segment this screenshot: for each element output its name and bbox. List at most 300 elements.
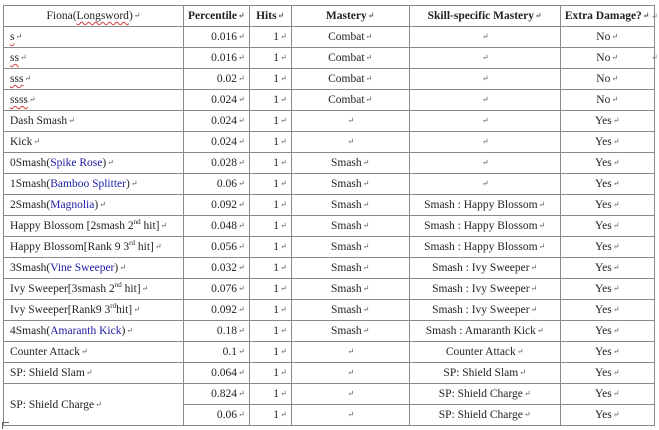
- skill-name-text: Ivy Sweeper[Rank9 3: [10, 304, 111, 316]
- table-row: [4, 258, 655, 279]
- table-row: [4, 27, 655, 48]
- cell-end-mark: ↵: [279, 32, 287, 41]
- cell-mastery[interactable]: [291, 384, 409, 405]
- cell-extra-damage[interactable]: [560, 195, 654, 216]
- cell-extra-damage[interactable]: [560, 384, 654, 405]
- cell-mastery[interactable]: [291, 48, 409, 69]
- cell-hits-text: 1: [273, 199, 279, 211]
- cell-end-mark: ↵: [612, 179, 620, 188]
- cell-percentile[interactable]: [184, 174, 250, 195]
- cell-hits[interactable]: [249, 258, 291, 279]
- cell-hits-text: 1: [273, 346, 279, 358]
- cell-end-mark: ↵: [481, 95, 489, 104]
- cell-percentile[interactable]: [184, 111, 250, 132]
- cell-extra-damage-text: Yes: [594, 409, 612, 421]
- cell-skill-mastery[interactable]: [409, 216, 560, 237]
- document-page: [3, 5, 658, 426]
- cell-end-mark: ↵: [237, 116, 245, 125]
- cell-end-mark: ↵: [279, 326, 287, 335]
- cell-hits-text: 1: [273, 262, 279, 274]
- cell-skill-name[interactable]: [4, 321, 184, 342]
- table-body: [4, 27, 658, 426]
- skill-name-text: Happy Blossom[Rank 9 3: [10, 241, 130, 253]
- cell-skill-mastery-text: SP: Shield Charge: [438, 388, 523, 400]
- table-row: [4, 69, 655, 90]
- cell-end-mark: ↵: [277, 11, 285, 20]
- cell-mastery[interactable]: [291, 111, 409, 132]
- skill-name-text: 4Smash(: [10, 325, 51, 337]
- cell-skill-mastery[interactable]: [409, 153, 560, 174]
- cell-end-mark: ↵: [365, 74, 373, 83]
- cell-end-mark: ↵: [237, 242, 245, 251]
- skill-name-text: s: [10, 31, 15, 43]
- skill-name-tail: hit]: [121, 283, 141, 295]
- cell-percentile[interactable]: [184, 48, 250, 69]
- cell-end-mark: ↵: [279, 179, 287, 188]
- cell-skill-mastery[interactable]: [409, 279, 560, 300]
- cell-end-mark: ↵: [237, 158, 245, 167]
- cell-hits[interactable]: [249, 69, 291, 90]
- cell-extra-damage-text: Yes: [594, 136, 612, 148]
- cell-hits[interactable]: [249, 405, 291, 426]
- cell-end-mark: ↵: [279, 158, 287, 167]
- cell-end-mark: ↵: [279, 74, 287, 83]
- cell-end-mark: ↵: [347, 347, 355, 356]
- cell-end-mark: ↵: [154, 242, 162, 251]
- cell-hits-text: 1: [273, 115, 279, 127]
- cell-hits-text: 1: [273, 52, 279, 64]
- cell-end-mark: ↵: [642, 11, 650, 20]
- cell-extra-damage[interactable]: [560, 27, 654, 48]
- cell-percentile-text: 0.016: [211, 52, 237, 64]
- cell-hits[interactable]: [249, 174, 291, 195]
- cell-skill-mastery[interactable]: [409, 321, 560, 342]
- cell-end-mark: ↵: [481, 179, 489, 188]
- cell-end-mark: ↵: [612, 347, 620, 356]
- cell-mastery[interactable]: [291, 153, 409, 174]
- cell-end-mark: ↵: [237, 137, 245, 146]
- cell-hits-text: 1: [273, 220, 279, 232]
- cell-end-mark: ↵: [362, 263, 370, 272]
- cell-percentile[interactable]: [184, 279, 250, 300]
- cell-skill-name[interactable]: [4, 363, 184, 384]
- cell-extra-damage[interactable]: [560, 300, 654, 321]
- cell-end-mark: ↵: [612, 158, 620, 167]
- cell-percentile[interactable]: [184, 69, 250, 90]
- cell-hits-text: 1: [273, 325, 279, 337]
- cell-skill-mastery[interactable]: [409, 111, 560, 132]
- cell-end-mark: ↵: [279, 116, 287, 125]
- cell-skill-mastery-text: Smash : Happy Blossom: [424, 199, 538, 211]
- cell-hits[interactable]: [249, 321, 291, 342]
- cell-extra-damage[interactable]: [560, 90, 654, 111]
- cell-extra-damage-text: Yes: [594, 325, 612, 337]
- cell-end-mark: ↵: [365, 32, 373, 41]
- cell-end-mark: ↵: [523, 410, 531, 419]
- cell-end-mark: ↵: [99, 200, 106, 209]
- skill-name-link: Spike Rose: [50, 157, 103, 169]
- cell-mastery[interactable]: [291, 174, 409, 195]
- cell-extra-damage[interactable]: [560, 405, 654, 426]
- cell-percentile[interactable]: [184, 132, 250, 153]
- cell-mastery[interactable]: [291, 69, 409, 90]
- fiona-skill-table: [3, 5, 658, 426]
- cell-skill-name[interactable]: [4, 48, 184, 69]
- header-percentile[interactable]: Percentile↵: [184, 6, 250, 27]
- cell-end-mark: ↵: [347, 410, 355, 419]
- cell-end-mark: ↵: [611, 53, 619, 62]
- cell-percentile-text: 0.032: [211, 262, 237, 274]
- cell-hits-text: 1: [273, 388, 279, 400]
- cell-skill-name[interactable]: [4, 174, 184, 195]
- cell-end-mark: ↵: [367, 11, 375, 20]
- cell-mastery[interactable]: [291, 237, 409, 258]
- cell-end-mark: ↵: [237, 11, 245, 20]
- skill-name-text: Ivy Sweeper[3smash 2: [10, 283, 115, 295]
- cell-end-mark: ↵: [130, 179, 138, 188]
- cell-skill-name[interactable]: [4, 195, 184, 216]
- cell-end-mark: ↵: [237, 410, 245, 419]
- header-skill-mastery[interactable]: Skill-specific Mastery↵: [409, 6, 560, 27]
- cell-end-mark: ↵: [612, 305, 620, 314]
- cell-percentile-text: 0.064: [211, 367, 237, 379]
- cell-percentile-text: 0.028: [211, 157, 237, 169]
- skill-name-text: Dash Smash: [10, 115, 68, 127]
- cell-skill-mastery[interactable]: [409, 342, 560, 363]
- cell-end-mark: ↵: [279, 242, 287, 251]
- cell-skill-mastery[interactable]: [409, 384, 560, 405]
- cell-skill-mastery[interactable]: [409, 237, 560, 258]
- cell-skill-mastery[interactable]: [409, 69, 560, 90]
- cell-mastery-text: Combat: [328, 94, 365, 106]
- skill-name-text: Kick: [10, 136, 33, 148]
- cell-skill-name[interactable]: [4, 132, 184, 153]
- cell-end-mark: ↵: [33, 137, 41, 146]
- cell-end-mark: ↵: [362, 179, 370, 188]
- cell-skill-name[interactable]: [4, 111, 184, 132]
- cell-end-mark: ↵: [237, 326, 245, 335]
- skill-name-tail: ): [114, 262, 119, 274]
- cell-end-mark: ↵: [611, 32, 619, 41]
- skill-name-text: 2Smash(: [10, 199, 51, 211]
- table-row: [4, 279, 655, 300]
- cell-percentile[interactable]: [184, 27, 250, 48]
- cell-extra-damage-text: No: [596, 73, 611, 85]
- cell-mastery-text: Smash: [330, 220, 362, 232]
- cell-skill-mastery-text: SP: Shield Charge: [438, 409, 523, 421]
- cell-skill-mastery-text: Smash : Ivy Sweeper: [432, 304, 530, 316]
- cell-hits[interactable]: [249, 342, 291, 363]
- cell-end-mark: ↵: [538, 221, 546, 230]
- cell-end-mark: ↵: [237, 368, 245, 377]
- cell-hits-text: 1: [273, 157, 279, 169]
- cell-end-mark: ↵: [612, 242, 620, 251]
- cell-hits-text: 1: [273, 31, 279, 43]
- cell-mastery[interactable]: [291, 90, 409, 111]
- cell-mastery[interactable]: [291, 258, 409, 279]
- cell-end-mark: ↵: [365, 95, 373, 104]
- header-hits[interactable]: Hits↵: [249, 6, 291, 27]
- skill-name-text: SP: Shield Charge: [10, 398, 95, 411]
- cell-end-mark: ↵: [347, 389, 355, 398]
- header-extra-damage[interactable]: Extra Damage?↵: [560, 6, 654, 27]
- cell-mastery-text: Smash: [330, 262, 362, 274]
- cell-end-mark: ↵: [538, 200, 546, 209]
- cell-end-mark: ↵: [362, 326, 370, 335]
- cell-hits-text: 1: [273, 94, 279, 106]
- cell-percentile-text: 0.18: [216, 325, 237, 337]
- table-row: [4, 342, 655, 363]
- cell-end-mark: ↵: [133, 305, 140, 314]
- cell-hits[interactable]: [249, 300, 291, 321]
- header-row: [4, 6, 655, 27]
- cell-end-mark: ↵: [481, 116, 489, 125]
- cell-skill-mastery[interactable]: [409, 405, 560, 426]
- cell-end-mark: ↵: [347, 137, 355, 146]
- cell-extra-damage[interactable]: [560, 216, 654, 237]
- cell-mastery[interactable]: [291, 195, 409, 216]
- cell-skill-mastery[interactable]: [409, 258, 560, 279]
- cell-skill-mastery[interactable]: [409, 27, 560, 48]
- cell-skill-mastery-text: Counter Attack: [445, 346, 516, 358]
- cell-skill-name[interactable]: [4, 153, 184, 174]
- table-row: [4, 384, 655, 405]
- cell-end-mark: ↵: [237, 284, 245, 293]
- cell-end-mark: ↵: [237, 305, 245, 314]
- cell-end-mark: ↵: [347, 116, 355, 125]
- cell-hits[interactable]: [249, 132, 291, 153]
- cell-percentile[interactable]: [184, 384, 250, 405]
- cell-end-mark: ↵: [119, 263, 126, 272]
- cell-mastery-text: Combat: [328, 52, 365, 64]
- cell-end-mark: ↵: [362, 200, 370, 209]
- skill-name-tail: ): [94, 199, 99, 211]
- cell-hits[interactable]: [249, 48, 291, 69]
- cell-percentile[interactable]: [184, 342, 250, 363]
- cell-percentile[interactable]: [184, 405, 250, 426]
- cell-end-mark: ↵: [80, 347, 88, 356]
- cell-end-mark: ↵: [126, 326, 134, 335]
- skill-name-link: Bamboo Splitter: [50, 178, 126, 190]
- cell-extra-damage[interactable]: [560, 153, 654, 174]
- cell-percentile-text: 0.02: [216, 73, 237, 85]
- cell-extra-damage-text: Yes: [594, 199, 612, 211]
- cell-percentile[interactable]: [184, 363, 250, 384]
- cell-end-mark: ↵: [530, 263, 538, 272]
- cell-end-mark: ↵: [141, 284, 149, 293]
- cell-end-mark: ↵: [28, 95, 36, 104]
- cell-skill-mastery[interactable]: [409, 195, 560, 216]
- cell-end-mark: ↵: [612, 137, 620, 146]
- skill-name-text: SP: Shield Slam: [10, 367, 85, 379]
- cell-extra-damage[interactable]: [560, 321, 654, 342]
- cell-extra-damage[interactable]: [560, 132, 654, 153]
- cell-skill-name[interactable]: [4, 69, 184, 90]
- skill-name-text: Counter Attack: [10, 346, 80, 358]
- cell-end-mark: ↵: [535, 11, 542, 20]
- cell-end-mark: ↵: [237, 200, 245, 209]
- cell-percentile[interactable]: [184, 321, 250, 342]
- cell-percentile-text: 0.076: [211, 283, 237, 295]
- cell-end-mark: ↵: [279, 221, 287, 230]
- cell-skill-mastery-text: Smash : Ivy Sweeper: [432, 262, 530, 274]
- skill-name-text: Happy Blossom [2smash 2: [10, 220, 134, 232]
- row-end-mark: ↵: [651, 53, 658, 62]
- cell-end-mark: ↵: [95, 399, 102, 409]
- cell-mastery[interactable]: [291, 132, 409, 153]
- cell-skill-mastery[interactable]: [409, 132, 560, 153]
- cell-mastery[interactable]: [291, 363, 409, 384]
- skill-name-tail: ): [121, 325, 126, 337]
- cell-end-mark: ↵: [481, 53, 489, 62]
- skill-name-text: sss: [10, 73, 24, 85]
- cell-hits-text: 1: [273, 178, 279, 190]
- cell-hits-text: 1: [273, 283, 279, 295]
- table-row: [4, 174, 655, 195]
- cell-mastery[interactable]: [291, 279, 409, 300]
- cell-hits[interactable]: [249, 216, 291, 237]
- cell-skill-name[interactable]: [4, 216, 184, 237]
- cell-extra-damage[interactable]: [560, 48, 654, 69]
- cell-end-mark: ↵: [133, 11, 141, 20]
- cell-mastery-text: Smash: [330, 283, 362, 295]
- cell-mastery[interactable]: [291, 321, 409, 342]
- cell-end-mark: ↵: [279, 389, 287, 398]
- cell-mastery-text: Smash: [330, 241, 362, 253]
- cell-skill-name[interactable]: [4, 300, 184, 321]
- cell-hits-text: 1: [273, 367, 279, 379]
- cell-skill-name[interactable]: [4, 90, 184, 111]
- cell-percentile-text: 0.024: [211, 94, 237, 106]
- cell-percentile-text: 0.024: [211, 115, 237, 127]
- cell-end-mark: ↵: [279, 347, 287, 356]
- cell-end-mark: ↵: [279, 410, 287, 419]
- cell-hits[interactable]: [249, 279, 291, 300]
- cell-end-mark: ↵: [279, 368, 287, 377]
- cell-extra-damage[interactable]: [560, 342, 654, 363]
- cell-hits[interactable]: [249, 237, 291, 258]
- cell-end-mark: ↵: [237, 263, 245, 272]
- cell-end-mark: ↵: [362, 242, 370, 251]
- margin-corner-mark: [2, 422, 9, 429]
- ordinal-suffix: rd: [110, 302, 117, 311]
- cell-skill-mastery-text: Smash : Happy Blossom: [424, 241, 538, 253]
- cell-percentile[interactable]: [184, 237, 250, 258]
- ordinal-suffix: rd: [129, 239, 135, 248]
- cell-mastery[interactable]: [291, 300, 409, 321]
- skill-name-link: Vine Sweeper: [50, 262, 115, 274]
- cell-end-mark: ↵: [160, 221, 168, 230]
- cell-mastery[interactable]: [291, 216, 409, 237]
- cell-end-mark: ↵: [237, 74, 245, 83]
- cell-end-mark: ↵: [523, 389, 531, 398]
- cell-mastery-text: Smash: [330, 325, 362, 337]
- table-row: [4, 321, 655, 342]
- cell-hits[interactable]: [249, 27, 291, 48]
- cell-percentile[interactable]: [184, 90, 250, 111]
- row-end-mark: ↵: [651, 12, 658, 21]
- cell-extra-damage-text: Yes: [594, 346, 612, 358]
- cell-percentile[interactable]: [184, 153, 250, 174]
- cell-skill-mastery[interactable]: [409, 48, 560, 69]
- cell-skill-mastery[interactable]: [409, 90, 560, 111]
- cell-extra-damage[interactable]: [560, 111, 654, 132]
- cell-end-mark: ↵: [612, 368, 620, 377]
- skill-name-text: ss: [10, 52, 19, 64]
- cell-end-mark: ↵: [85, 368, 93, 377]
- cell-end-mark: ↵: [481, 137, 489, 146]
- cell-percentile[interactable]: [184, 258, 250, 279]
- cell-extra-damage-text: No: [596, 31, 611, 43]
- cell-extra-damage[interactable]: [560, 279, 654, 300]
- cell-extra-damage-text: No: [596, 52, 611, 64]
- cell-percentile-text: 0.048: [211, 220, 237, 232]
- cell-hits[interactable]: [249, 90, 291, 111]
- skill-name-tail: hit]: [140, 220, 160, 232]
- cell-end-mark: ↵: [237, 32, 245, 41]
- cell-end-mark: ↵: [530, 284, 538, 293]
- table-row: [4, 363, 655, 384]
- cell-extra-damage[interactable]: [560, 69, 654, 90]
- cell-mastery[interactable]: [291, 27, 409, 48]
- header-mastery[interactable]: Mastery↵: [291, 6, 409, 27]
- cell-skill-mastery[interactable]: [409, 300, 560, 321]
- cell-skill-name[interactable]: [4, 258, 184, 279]
- cell-hits[interactable]: [249, 363, 291, 384]
- cell-hits[interactable]: [249, 111, 291, 132]
- cell-extra-damage[interactable]: [560, 174, 654, 195]
- cell-skill-name[interactable]: [4, 279, 184, 300]
- cell-extra-damage-text: Yes: [594, 388, 612, 400]
- cell-end-mark: ↵: [24, 74, 32, 83]
- cell-mastery[interactable]: [291, 342, 409, 363]
- cell-mastery[interactable]: [291, 405, 409, 426]
- cell-skill-mastery[interactable]: [409, 174, 560, 195]
- cell-end-mark: ↵: [237, 347, 245, 356]
- table-row: [4, 216, 655, 237]
- cell-percentile[interactable]: [184, 300, 250, 321]
- cell-percentile-text: 0.056: [211, 241, 237, 253]
- cell-extra-damage[interactable]: [560, 258, 654, 279]
- cell-end-mark: ↵: [612, 326, 620, 335]
- cell-extra-damage[interactable]: [560, 363, 654, 384]
- cell-end-mark: ↵: [530, 305, 538, 314]
- cell-mastery-text: Smash: [330, 199, 362, 211]
- cell-percentile[interactable]: [184, 216, 250, 237]
- header-name[interactable]: Fiona(Longsword)↵: [4, 6, 184, 27]
- cell-end-mark: ↵: [612, 116, 620, 125]
- cell-end-mark: ↵: [612, 200, 620, 209]
- cell-end-mark: ↵: [107, 158, 114, 167]
- cell-skill-name[interactable]: [4, 342, 184, 363]
- cell-extra-damage[interactable]: [560, 237, 654, 258]
- cell-hits-text: 1: [273, 136, 279, 148]
- cell-extra-damage-text: Yes: [594, 178, 612, 190]
- cell-end-mark: ↵: [279, 263, 287, 272]
- cell-hits[interactable]: [249, 153, 291, 174]
- ordinal-suffix: nd: [133, 218, 141, 227]
- cell-skill-name[interactable]: [4, 27, 184, 48]
- cell-skill-name[interactable]: [4, 237, 184, 258]
- cell-end-mark: ↵: [237, 95, 245, 104]
- cell-skill-mastery[interactable]: [409, 363, 560, 384]
- cell-hits[interactable]: [249, 195, 291, 216]
- cell-hits[interactable]: [249, 384, 291, 405]
- cell-end-mark: ↵: [612, 284, 620, 293]
- skill-name-tail: hit]: [135, 241, 154, 253]
- cell-percentile[interactable]: [184, 195, 250, 216]
- cell-skill-name[interactable]: [4, 384, 184, 426]
